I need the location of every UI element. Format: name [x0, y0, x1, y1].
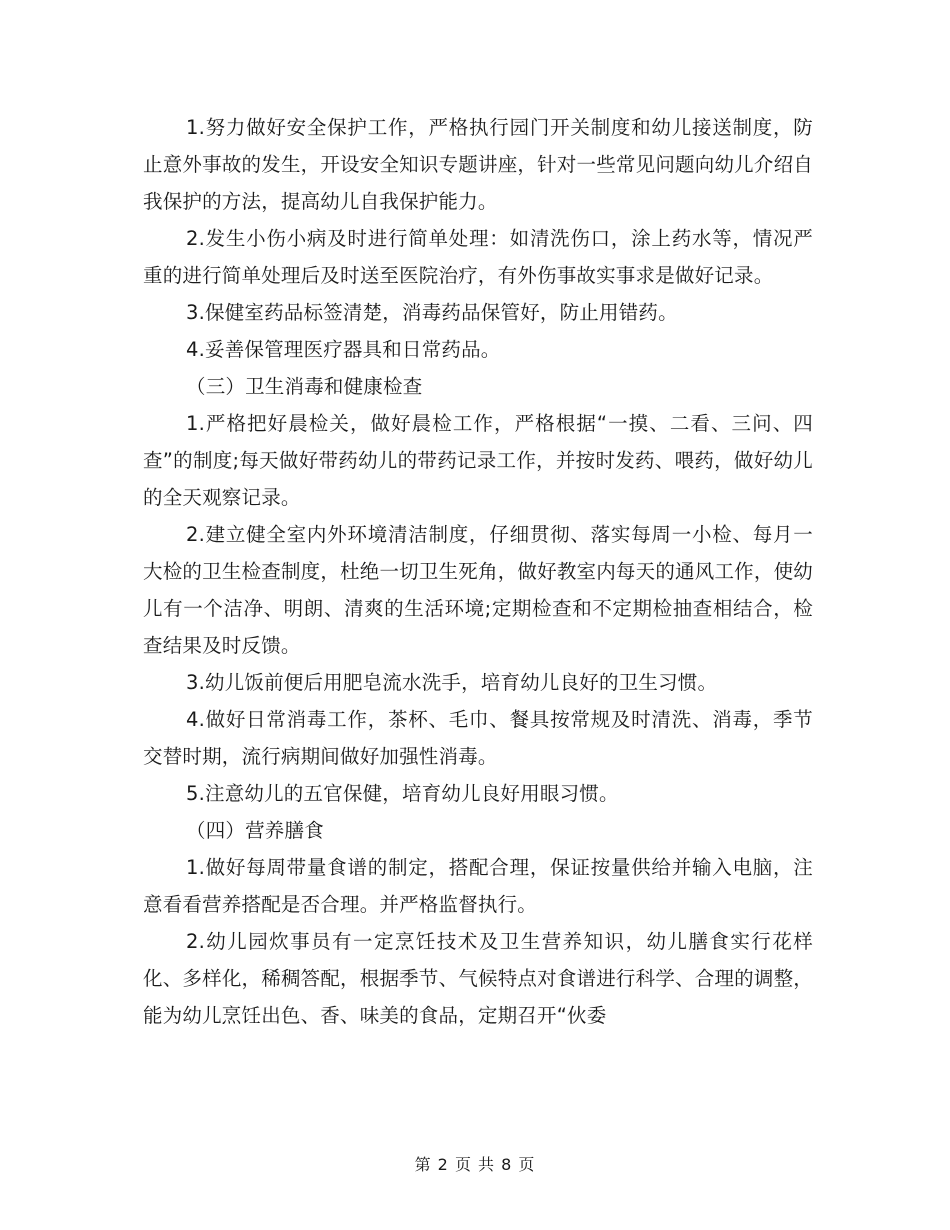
paragraph-hygiene-1: 1.严格把好晨检关，做好晨检工作，严格根据“一摸、二看、三问、四查”的制度;每天做好带药幼儿的带药记录工作，并按时发药、喂药，做好幼儿的全天观察记录。 — [143, 412, 813, 509]
paragraph-safety-4: 4.妥善保管理医疗器具和日常药品。 — [186, 338, 501, 361]
paragraph-safety-1: 1.努力做好安全保护工作，严格执行园门开关制度和幼儿接送制度，防止意外事故的发生，开设安全知识专题讲座，针对一些常见问题向幼儿介绍自我保护的方法，提高幼儿自我保护能力。 — [143, 116, 813, 213]
page-number-footer: 第 2 页 共 8 页 — [414, 1155, 536, 1174]
paragraph-hygiene-2: 2.建立健全室内外环境清洁制度，仔细贯彻、落实每周一小检、每月一大检的卫生检查制度，杜绝一切卫生死角，做好教室内每天的通风工作，使幼儿有一个洁净、明朗、清爽的生活环境;定期检查和不定期检抽查相结合，检查结果及时反馈。 — [143, 523, 813, 657]
paragraph-hygiene-5: 5.注意幼儿的五官保健，培育幼儿良好用眼习惯。 — [186, 782, 619, 805]
paragraph-nutrition-1: 1.做好每周带量食谱的制定，搭配合理，保证按量供给并输入电脑，注意看看营养搭配是否合理。并严格监督执行。 — [143, 856, 813, 916]
paragraph-safety-3: 3.保健室药品标签清楚，消毒药品保管好，防止用错药。 — [186, 301, 678, 324]
paragraph-nutrition-2: 2.幼儿园炊事员有一定烹饪技术及卫生营养知识，幼儿膳食实行花样化、多样化，稀稠答配，根据季节、气候特点对食谱进行科学、合理的调整，能为幼儿烹饪出色、香、味美的食品，定期召开“伙委 — [143, 930, 813, 1027]
document-body — [143, 109, 813, 1034]
paragraph-hygiene-3: 3.幼儿饭前便后用肥皂流水洗手，培育幼儿良好的卫生习惯。 — [186, 671, 718, 694]
paragraph-hygiene-4: 4.做好日常消毒工作，茶杯、毛巾、餐具按常规及时清洗、消毒，季节交替时期，流行病期间做好加强性消毒。 — [143, 708, 813, 768]
paragraph-safety-2: 2.发生小伤小病及时进行简单处理：如清洗伤口，涂上药水等，情况严重的进行简单处理后及时送至医院治疗，有外伤事故实事求是做好记录。 — [143, 227, 813, 287]
section-heading-hygiene: （三）卫生消毒和健康检查 — [186, 375, 423, 398]
section-heading-nutrition: （四）营养膳食 — [186, 819, 324, 842]
